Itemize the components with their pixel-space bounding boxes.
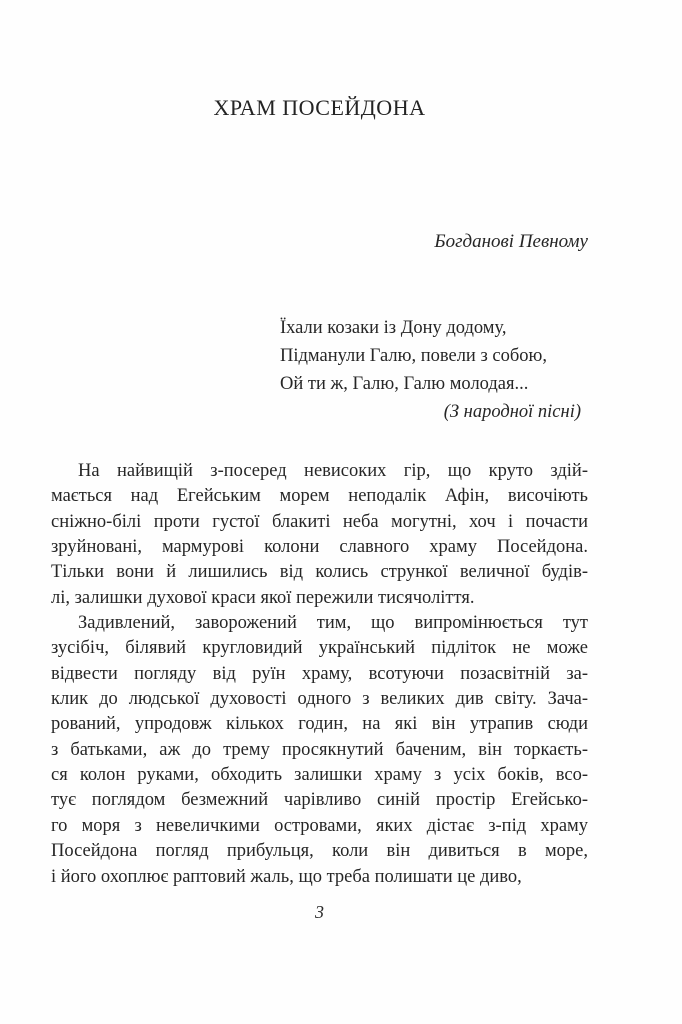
text-line: Задивлений, заворожений тим, що випромінюється тут [78, 613, 588, 634]
text-line: На найвищій з-посеред невисоких гір, що круто здій- [78, 461, 588, 481]
text-line: відвести погляду від руїн храму, всотуючи позасвітній за- [51, 663, 588, 684]
text-line: ся колон руками, обходить залишки храму з усіх боків, всо- [51, 765, 588, 786]
text-line: мається над Егейським морем неподалік Афін, височіють [51, 486, 588, 507]
dedication: Богданові Певному [434, 231, 588, 252]
paragraph [51, 459, 588, 611]
text-line: лі, залишки духової краси якої пережили тисячоліття. [51, 587, 475, 608]
body-text [51, 459, 588, 890]
chapter-title: ХРАМ ПОСЕЙДОНА [213, 95, 426, 120]
text-line: рований, упродовж кількох годин, на які він утрапив сюди [51, 714, 588, 735]
text-line: го моря з невеличкими островами, яких дістає з-під храму [51, 815, 588, 836]
epigraph-line: Ой ти ж, Галю, Галю молодая... [280, 374, 529, 394]
epigraph-line: Їхали козаки із Дону додому, [280, 318, 507, 338]
paragraph [51, 611, 588, 890]
text-block [51, 0, 588, 1024]
text-line: з батьками, аж до трему просякнутий баченим, він торкаєть- [51, 739, 588, 760]
page-number: 3 [315, 902, 324, 922]
text-line: зруйновані, мармурові колони славного храму Посейдона. [51, 537, 588, 558]
epigraph [280, 314, 581, 426]
text-line: Тільки вони й лишились від колись стрункої величної будів- [51, 562, 588, 583]
text-line: Посейдона погляд прибульця, коли він дивиться в море, [51, 841, 588, 862]
text-line: і його охоплює раптовий жаль, що треба полишати це диво, [51, 866, 522, 887]
epigraph-attribution: (З народної пісні) [443, 402, 581, 422]
text-line: зусібіч, білявий кругловидий український підліток не може [51, 638, 588, 659]
epigraph-line: Підманули Галю, повели з собою, [280, 346, 547, 366]
text-line: клик до людської духовості одного з великих див світу. Зача- [51, 689, 588, 710]
text-line: тує поглядом безмежний чарівливо синій простір Егейсько- [51, 790, 588, 811]
text-line: сніжно-білі проти густої блакиті неба могутні, хоч і почасти [51, 511, 588, 532]
